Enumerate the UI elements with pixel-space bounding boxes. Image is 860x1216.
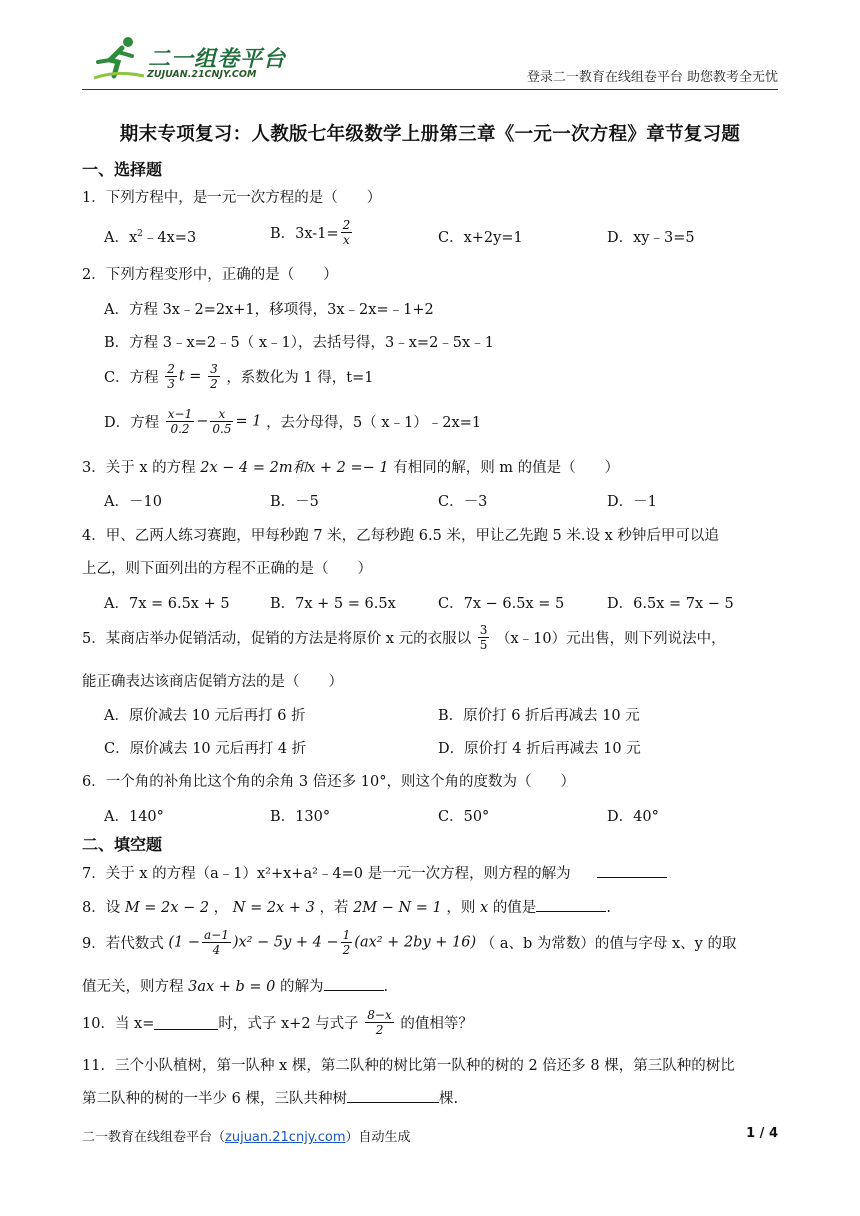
q4-option-a: A．7x = 6.5x + 5 [104,596,230,612]
q1-option-a: A．$x^2﹣4x=3$ [104,229,197,246]
q1-option-b: B．3x-1= $\frac{2}{x}$ [270,218,351,247]
section-heading-fill: 二、填空题 [82,835,163,854]
question-6-stem: 6．一个角的补角比这个角的余角 3 倍还多 10°，则这个角的度数为（ ） [82,774,575,790]
question-5-line-2: 能正确表达该商店促销方法的是（ ） [82,674,343,690]
question-3-stem: 3．关于 x 的方程 2x − 4 = 2m和x + 2 =− 1 有相同的解，则 m 的值是（ ） [82,460,620,476]
q6-option-b: B．130° [270,809,331,825]
footer-link[interactable]: zujuan.21cnjy.com [225,1130,346,1145]
q10-answer-blank[interactable] [154,1015,218,1030]
header-slogan: 登录二一教育在线组卷平台 助您教考全无忧 [526,70,778,85]
question-8: 8．设 M = 2x − 2 ， N = 2x + 3 ，若 2M − N = 1 ，则 x 的值是 . [82,896,611,917]
q7-answer-blank[interactable] [597,863,667,878]
q3-option-a: A．－10 [104,494,162,510]
question-11-line-1: 11．三个小队植树，第一队种 x 棵，第二队种的树比第一队种的树的 2 倍还多 8 棵，第三队种的树比 [82,1058,735,1074]
question-10: 10．当 x= 时，式子 x+2 与式子 $\frac{8-x}{2}$ 的值相等？ [82,1008,473,1037]
question-1-stem: 1．下列方程中，是一元一次方程的是（ ） [82,190,382,206]
q5-option-d: D．原价打 4 折后再减去 10 元 [438,741,641,757]
q2-option-a: A．方程 3x﹣2=2x+1，移项得，3x﹣2x=﹣1+2 [104,302,434,318]
q6-option-c: C．50° [438,809,490,825]
q4-option-b: B．7x + 5 = 6.5x [270,596,396,612]
q4-option-d: D．6.5x = 7x − 5 [607,596,734,612]
q4-option-c: C．7x − 6.5x = 5 [438,596,565,612]
page-number: 1 / 4 [746,1126,778,1141]
runner-logo-icon [88,32,148,82]
question-4-line-2: 上乙，则下面列出的方程不正确的是（ ） [82,561,372,577]
q2-option-d: D．方程 $\frac{x-1}{0.2}$ − $\frac{x}{0.5}$ = 1 ，去分母得，5（ x﹣1）﹣2x=1 [104,407,482,436]
q2-option-b: B．方程 3﹣x=2﹣5（ x﹣1），去括号得，3﹣x=2﹣5x﹣1 [104,335,494,351]
q1-option-d: D．xy﹣3=5 [607,230,695,246]
q3-option-b: B．－5 [270,494,319,510]
question-7: 7．关于 x 的方程（a﹣1）x²+x+a²﹣4=0 是一元一次方程，则方程的解为 [82,862,667,883]
q1-option-c: C．x+2y=1 [438,230,523,246]
page-title: 期末专项复习：人教版七年级数学上册第三章《一元一次方程》章节复习题 [119,124,741,145]
q5-option-c: C．原价减去 10 元后再打 4 折 [104,741,307,757]
q6-option-a: A．140° [104,809,164,825]
question-2-stem: 2．下列方程变形中，正确的是（ ） [82,267,338,283]
q2-option-c: C．方程 $\frac{2}{3}$ t = $\frac{3}{2}$ ，系数化为 1 得，t=1 [104,362,374,391]
q8-answer-blank[interactable] [536,897,606,912]
q9-answer-blank[interactable] [324,976,384,991]
question-5-line-1: 5．某商店举办促销活动，促销的方法是将原价 x 元的衣服以 $\frac{3}{5}$ （x﹣10）元出售，则下列说法中， [82,623,726,652]
question-9-line-1: 9．若代数式 (1 − $\frac{a-1}{4}$ )x² − 5y + 4 − $\frac{1}{2}$ (ax² + 2by + 16) （ a、b 为常数）的值与字母 x、y 的取 [82,928,737,957]
q3-option-c: C．－3 [438,494,488,510]
question-9-line-2: 值无关，则方程 3ax + b = 0 的解为 . [82,975,388,996]
q6-option-d: D．40° [607,809,659,825]
logo-title: 二一组卷平台 [148,47,287,72]
footer-source: 二一教育在线组卷平台（zujuan.21cnjy.com）自动生成 [82,1130,411,1145]
logo-subtitle: ZUJUAN.21CNJY.COM [147,69,257,80]
header-divider [82,89,778,90]
q5-option-b: B．原价打 6 折后再减去 10 元 [438,708,640,724]
q5-option-a: A．原价减去 10 元后再打 6 折 [104,708,306,724]
q3-option-d: D．－1 [607,494,657,510]
question-4-line-1: 4．甲、乙两人练习赛跑，甲每秒跑 7 米，乙每秒跑 6.5 米，甲让乙先跑 5 米.设 x 秒钟后甲可以追 [82,528,719,544]
q11-answer-blank[interactable] [347,1088,439,1103]
question-11-line-2: 第二队种的树的一半少 6 棵，三队共种树 棵. [82,1087,458,1108]
section-heading-choice: 一、选择题 [82,160,163,179]
